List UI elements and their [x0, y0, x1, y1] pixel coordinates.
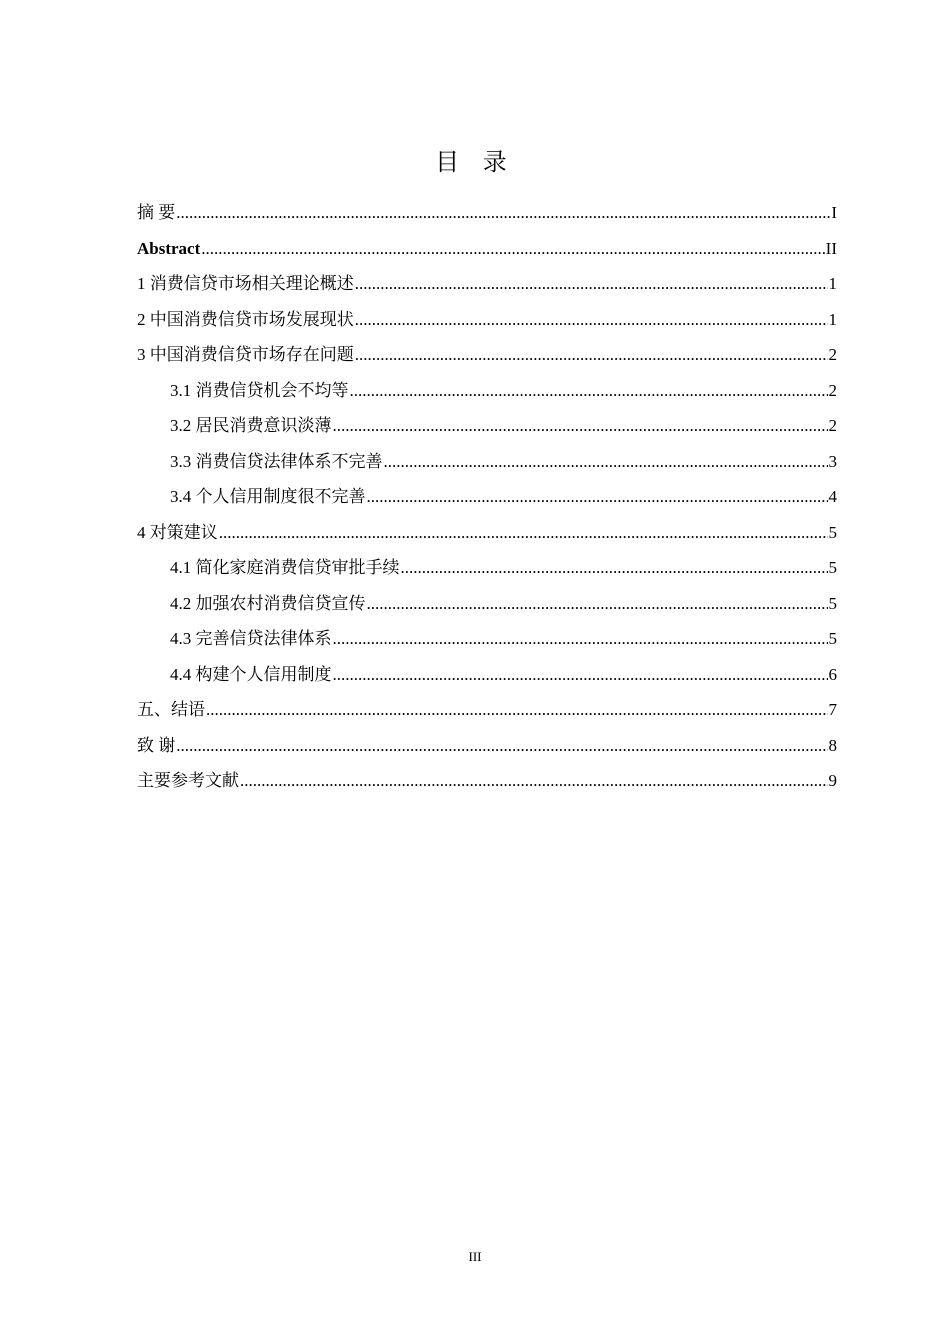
toc-entry[interactable] [137, 763, 837, 799]
toc-entry-page-number: 2 [828, 416, 837, 435]
toc-entry[interactable] [137, 586, 837, 622]
toc-entry-page-number: 4 [828, 487, 837, 506]
toc-entry[interactable] [137, 302, 837, 338]
toc-entry[interactable] [137, 728, 837, 764]
toc-dot-leader [206, 692, 828, 728]
toc-dot-leader [333, 657, 828, 693]
toc-dot-leader [401, 550, 828, 586]
toc-entry-page-number: 3 [828, 451, 837, 471]
toc-entry[interactable] [137, 479, 837, 515]
toc-entry-label: 3.1 消费信贷机会不均等 [170, 380, 349, 400]
toc-entry-label: 4.4 构建个人信用制度 [170, 664, 332, 684]
toc-entry[interactable] [137, 657, 837, 693]
toc-entry-label: 致 谢 [137, 735, 176, 755]
toc-entry-label: 五、结语 [137, 700, 205, 719]
toc-dot-leader [355, 337, 828, 373]
toc-entry-page-number: 8 [828, 735, 837, 755]
toc-dot-leader [240, 763, 828, 799]
toc-entry-page-number: 7 [828, 700, 837, 719]
toc-entry-page-number: I [831, 203, 837, 222]
toc-entry[interactable] [137, 373, 837, 409]
toc-entry-page-number: 5 [828, 558, 837, 577]
toc-title: 目 录 [435, 148, 515, 176]
toc-entry-label: 3.4 个人信用制度很不完善 [170, 487, 366, 506]
toc-entry-label: 2 中国消费信贷市场发展现状 [137, 309, 354, 329]
table-of-contents [137, 195, 837, 799]
toc-entry[interactable] [137, 337, 837, 373]
toc-entry-page-number: 1 [828, 309, 837, 329]
toc-entry-label: 3 中国消费信贷市场存在问题 [137, 345, 354, 364]
toc-entry-page-number: 5 [828, 629, 837, 648]
toc-entry-page-number: 6 [828, 664, 837, 684]
toc-dot-leader [355, 266, 828, 302]
toc-entry-page-number: 2 [828, 345, 837, 364]
toc-dot-leader [176, 195, 830, 231]
toc-entry-page-number: 5 [828, 522, 837, 542]
toc-dot-leader [350, 373, 828, 409]
toc-dot-leader [176, 728, 827, 764]
toc-dot-leader [367, 479, 828, 515]
toc-entry[interactable] [137, 550, 837, 586]
toc-entry-label: 3.3 消费信贷法律体系不完善 [170, 451, 383, 471]
toc-dot-leader [384, 444, 828, 480]
toc-entry-page-number: 5 [828, 593, 837, 613]
toc-dot-leader [333, 408, 828, 444]
toc-dot-leader [355, 302, 828, 338]
toc-entry[interactable] [137, 266, 837, 302]
toc-entry-label: 4.1 简化家庭消费信贷审批手续 [170, 558, 400, 577]
toc-entry-page-number: 1 [828, 274, 837, 293]
toc-dot-leader [333, 621, 828, 657]
toc-entry[interactable] [137, 195, 837, 231]
toc-dot-leader [201, 231, 824, 267]
toc-dot-leader [367, 586, 828, 622]
toc-entry-page-number: II [825, 238, 837, 258]
toc-entry-label: 3.2 居民消费意识淡薄 [170, 416, 332, 435]
toc-entry-label: 摘 要 [137, 203, 176, 222]
toc-entry[interactable] [137, 408, 837, 444]
toc-entry[interactable] [137, 231, 837, 267]
toc-entry-label: 4 对策建议 [137, 522, 218, 542]
toc-entry-label: 主要参考文献 [137, 771, 239, 790]
toc-entry[interactable] [137, 515, 837, 551]
toc-entry[interactable] [137, 444, 837, 480]
toc-entry-page-number: 9 [828, 771, 837, 790]
toc-entry-page-number: 2 [828, 380, 837, 400]
toc-entry-label: 4.3 完善信贷法律体系 [170, 629, 332, 648]
toc-entry[interactable] [137, 621, 837, 657]
toc-dot-leader [219, 515, 828, 551]
toc-entry-label: Abstract [137, 238, 201, 258]
toc-entry-label: 4.2 加强农村消费信贷宣传 [170, 593, 366, 613]
toc-entry-label: 1 消费信贷市场相关理论概述 [137, 274, 354, 293]
page-number-footer: III [468, 1249, 482, 1264]
toc-entry[interactable] [137, 692, 837, 728]
